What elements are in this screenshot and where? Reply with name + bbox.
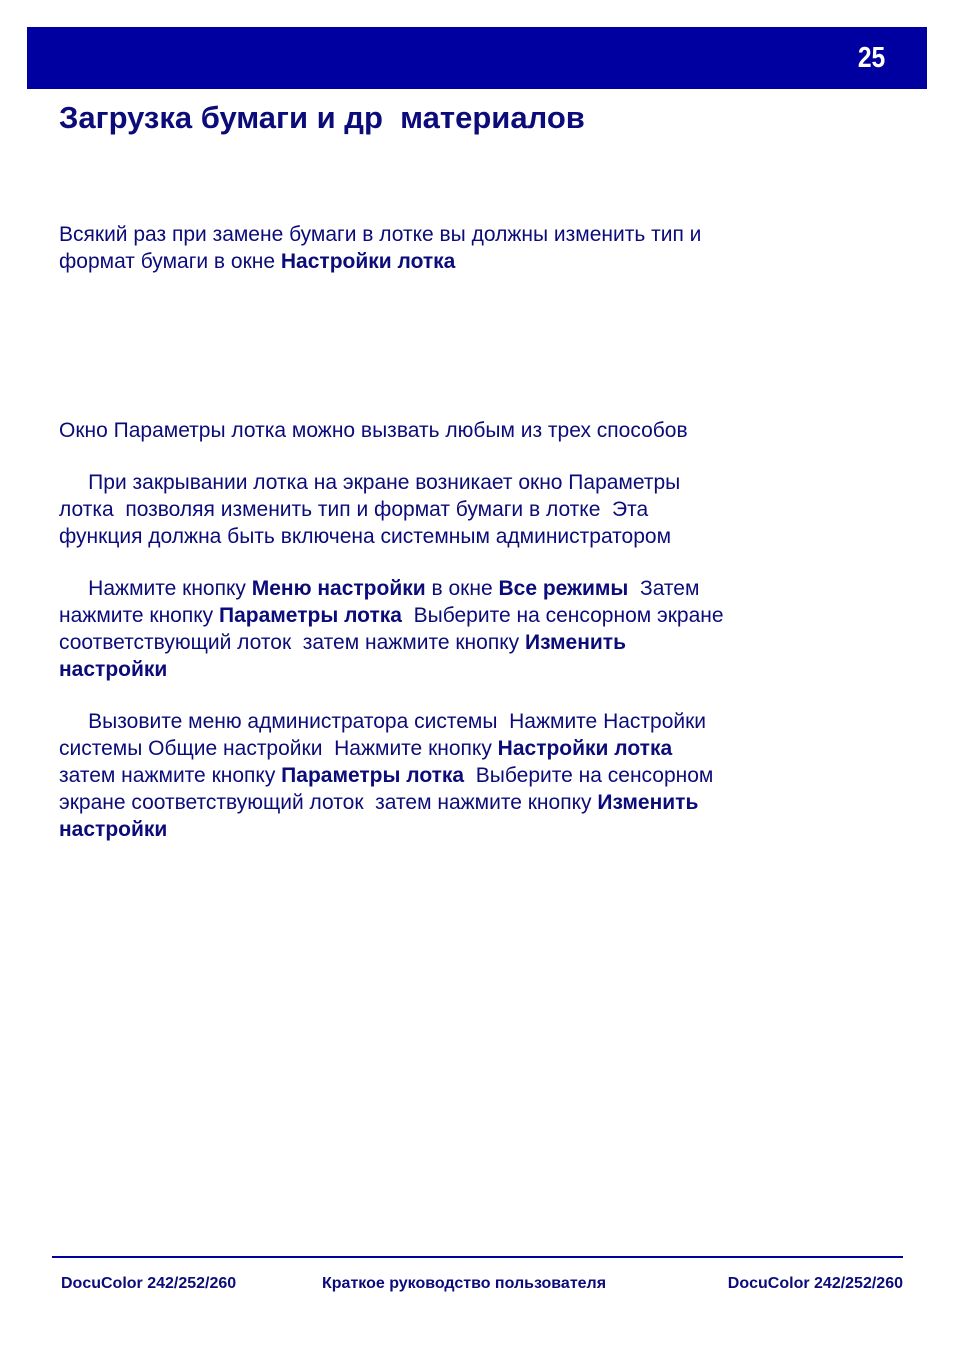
method-1-paragraph [59, 469, 680, 550]
change-settings-term: Изменить [524, 631, 626, 654]
methods-intro-text: Окно Параметры лотка можно вызвать любым из трех способов [59, 419, 688, 442]
footer-divider [52, 1256, 903, 1258]
method-3-text: затем нажмите кнопку [59, 764, 282, 787]
tray-parameters-term: Параметры лотка [281, 764, 465, 787]
page-title: Загрузка бумаги и др материалов [59, 100, 585, 135]
method-3-paragraph [59, 708, 713, 843]
setup-menu-term: Меню настройки [251, 577, 426, 600]
method-3-text: Выберите на сенсорном [464, 764, 714, 787]
tray-settings-term: Настройки лотка [497, 737, 673, 760]
all-modes-term: Все режимы [498, 577, 629, 600]
intro-line-1: Всякий раз при замене бумаги в лотке вы должны изменить тип и [59, 223, 702, 246]
method-2-text: Нажмите кнопку [59, 577, 252, 600]
method-2-text: Затем [628, 577, 700, 600]
method-1-line-2: лотка позволяя изменить тип и формат бумаги в лотке Эта [59, 498, 649, 521]
method-3-text: системы Общие настройки Нажмите кнопку [59, 737, 498, 760]
intro-tray-settings-term: Настройки лотка [280, 250, 456, 273]
method-2-text: соответствующий лоток затем нажмите кнопку [59, 631, 525, 654]
method-1-line-3: функция должна быть включена системным администратором [59, 525, 672, 548]
change-settings-term: Изменить [597, 791, 699, 814]
method-2-text: Выберите на сенсорном экране [401, 604, 724, 627]
method-2-text: нажмите кнопку [59, 604, 219, 627]
method-3-text: экране соответствующий лоток затем нажмите кнопку [59, 791, 598, 814]
change-settings-term: настройки [59, 658, 168, 681]
header-bar [27, 27, 927, 89]
change-settings-term: настройки [59, 818, 168, 841]
method-2-paragraph [59, 575, 724, 683]
tray-parameters-term: Параметры лотка [218, 604, 402, 627]
page-number: 25 [857, 42, 885, 74]
footer-left-product: DocuColor 242/252/260 [61, 1275, 237, 1292]
intro-paragraph [59, 221, 701, 275]
intro-line-2-text: формат бумаги в окне [59, 250, 281, 273]
method-3-text: Вызовите меню администратора системы Нажмите Настройки [59, 710, 707, 733]
methods-intro-paragraph [59, 417, 688, 444]
footer-guide-title: Краткое руководство пользователя [322, 1275, 607, 1292]
method-1-line-1: При закрывании лотка на экране возникает окно Параметры [59, 471, 681, 494]
footer-right-product: DocuColor 242/252/260 [727, 1275, 903, 1292]
method-2-text: в окне [425, 577, 499, 600]
